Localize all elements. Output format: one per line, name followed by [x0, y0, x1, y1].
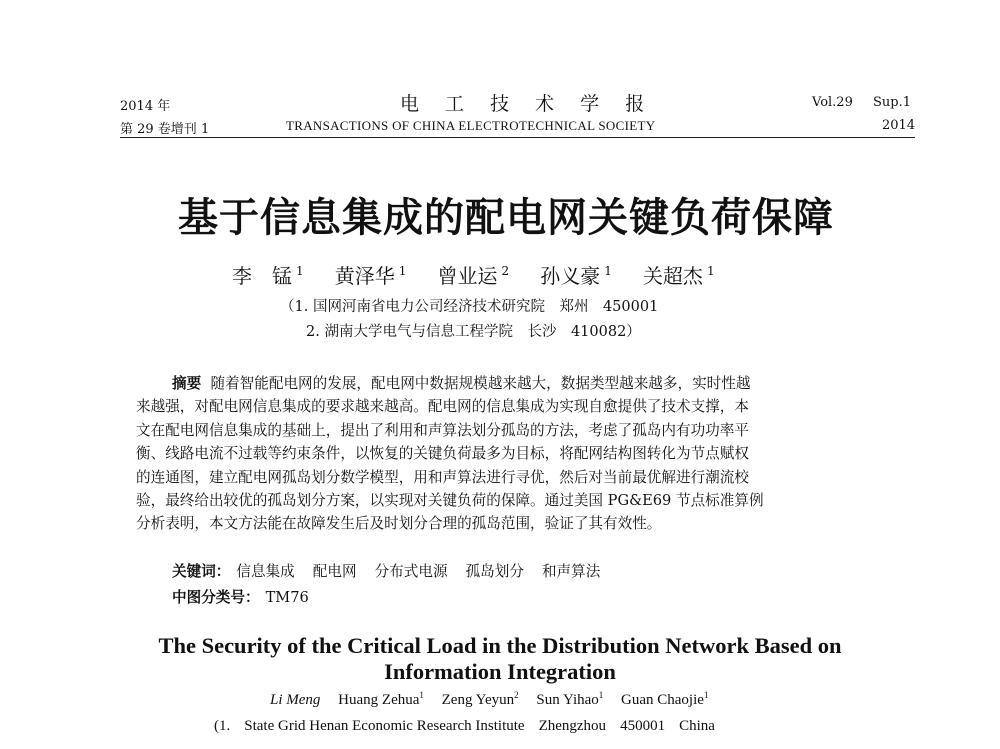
author-cn: 孙义豪 $^1$ — [540, 264, 612, 288]
keywords — [172, 560, 618, 581]
keyword: 和声算法 — [541, 563, 601, 580]
keyword: 配电网 — [312, 563, 357, 580]
keyword: 孤岛划分 — [465, 563, 524, 580]
classification — [172, 586, 309, 607]
author-list-cn — [232, 260, 741, 289]
keyword: 信息集成 — [236, 563, 295, 580]
abstract-line: 验，最终给出较优的孤岛划分方案，以实现对关键负荷的保障。通过美国 PG&E69 节点标准算例 — [136, 492, 764, 510]
classification-label: 中图分类号： — [172, 589, 260, 606]
abstract-line: 的连通图，建立配电网孤岛划分数学模型，用和声算法进行寻优，然后对当前最优解进行潮流校 — [136, 468, 749, 486]
affiliation-cn-1: （1. 国网河南省电力公司经济技术研究院 郑州 450001 — [280, 299, 659, 315]
affiliation-cn-2: 2. 湖南大学电气与信息工程学院 长沙 410082） — [306, 324, 641, 340]
abstract-label: 摘要 — [172, 375, 202, 392]
keywords-label: 关键词： — [172, 563, 231, 580]
abstract-line: 文在配电网信息集成的基础上，提出了利用和声算法划分孤岛的方法，考虑了孤岛内有功功率平 — [136, 421, 749, 439]
journal-year-right: 2014 — [882, 118, 916, 133]
abstract-line: 来越强，对配电网信息集成的要求越来越高。配电网的信息集成为实现自愈提供了技术支撑，本 — [136, 398, 749, 416]
author-en: Guan Chaojie$^1$ — [621, 690, 709, 708]
paper-title-en-line2: Information Integration — [384, 659, 616, 684]
header-rule — [120, 137, 915, 138]
author-cn: 曾业运 $^2$ — [437, 264, 510, 288]
author-cn: 李 锰 $^1$ — [232, 264, 304, 288]
abstract-line: 衡、线路电流不过载等约束条件，以恢复的关键负荷最多为目标，将配网结构图转化为节点赋权 — [136, 445, 749, 463]
journal-year: 2014 年 — [120, 99, 171, 114]
journal-volume-cn: 第 29 卷增刊 1 — [120, 122, 210, 137]
journal-title-en: TRANSACTIONS OF CHINA ELECTROTECHNICAL SOCIETY — [286, 118, 656, 133]
keyword: 分布式电源 — [374, 563, 448, 580]
classification-value: TM76 — [265, 589, 309, 606]
affiliation-en: (1. State Grid Henan Economic Research Institute Zhengzhou 450001 China — [214, 718, 715, 734]
abstract — [136, 372, 870, 536]
author-en: Li Meng — [270, 692, 321, 708]
author-en: Zeng Yeyun$^2$ — [441, 690, 519, 708]
abstract-line: 分析表明，本文方法能在故障发生后及时划分合理的孤岛范围，验证了其有效性。 — [136, 515, 662, 533]
author-en: Huang Zehua$^1$ — [338, 690, 424, 708]
journal-vol: Vol.29 — [812, 95, 853, 110]
author-cn: 关超杰 $^1$ — [642, 264, 715, 288]
journal-title-cn: 电 工 技 术 学 报 — [400, 93, 655, 115]
author-cn: 黄泽华 $^1$ — [334, 264, 407, 288]
author-en: Sun Yihao$^1$ — [536, 690, 604, 708]
paper-title-en-line1: The Security of the Critical Load in the Distribution Network Based on — [158, 633, 842, 658]
abstract-line: 摘要 随着智能配电网的发展，配电网中数据规模越来越大，数据类型越来越多，实时性越 — [172, 375, 751, 392]
author-list-en — [270, 690, 722, 709]
paper-title-cn: 基于信息集成的配电网关键负荷保障 — [178, 195, 834, 241]
journal-sup: Sup.1 — [873, 95, 912, 110]
